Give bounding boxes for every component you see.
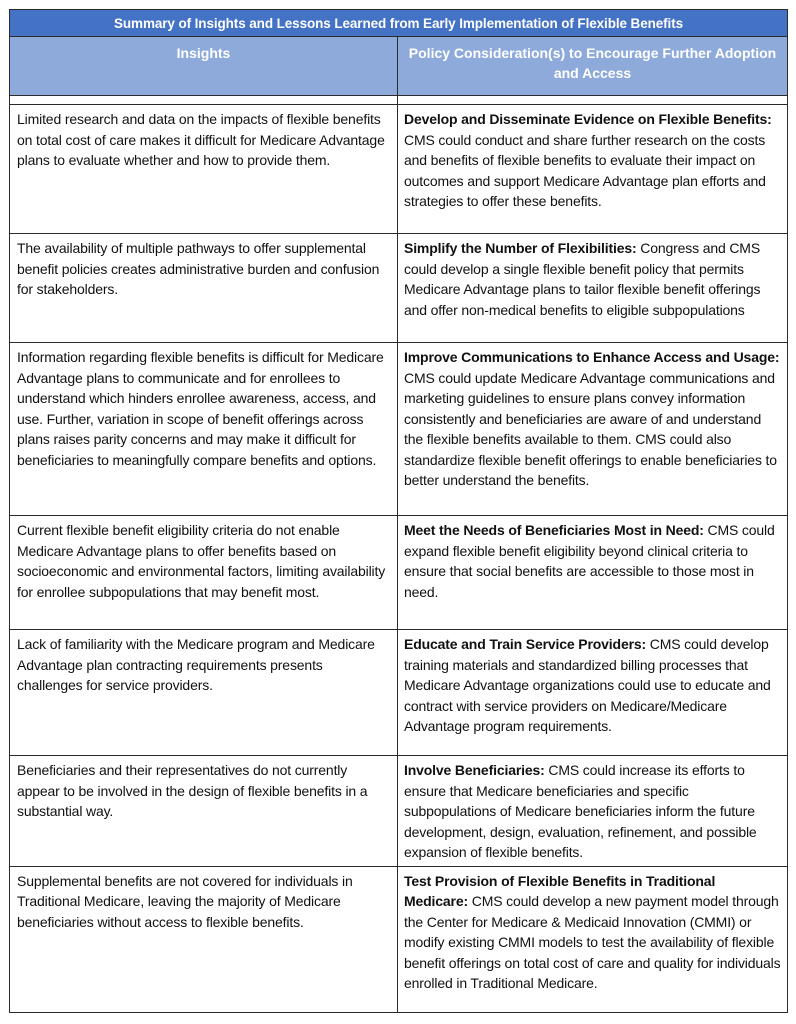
summary-table-container <box>9 9 787 1013</box>
policy-title: Improve Communications to Enhance Access and Usage: <box>404 349 780 365</box>
policy-text: CMS could increase its efforts to ensure that Medicare beneficiaries and specific subpopulations of Medicare beneficiaries inform the future development, design, evaluation, refinement, and possible expansion of flexible benefits. <box>404 762 757 860</box>
policy-title: Involve Beneficiaries: <box>404 762 545 778</box>
policy-cell <box>398 105 788 234</box>
column-header-policy: Policy Consideration(s) to Encourage Further Adoption and Access <box>398 37 788 96</box>
policy-title: Develop and Disseminate Evidence on Flexible Benefits: <box>404 111 772 127</box>
policy-text: Congress and CMS could develop a single flexible benefit policy that permits Medicare Advantage plans to tailor flexible benefit offerings and offer non-medical benefits to eligible subpopulations <box>404 240 761 318</box>
policy-cell <box>398 234 788 343</box>
table-row <box>10 516 788 630</box>
policy-text: CMS could update Medicare Advantage communications and marketing guidelines to ensure plans convey information consistently and beneficiaries are aware of and understand the flexible benefits available to them. CMS could also standardize flexible benefit offerings to enable beneficiaries to better understand the benefits. <box>404 369 777 488</box>
policy-cell <box>398 630 788 756</box>
insight-cell: Lack of familiarity with the Medicare program and Medicare Advantage plan contracting requirements presents challenges for service providers. <box>10 630 398 756</box>
table-row <box>10 343 788 516</box>
policy-cell <box>398 516 788 630</box>
table-row <box>10 105 788 234</box>
insight-cell: Information regarding flexible benefits is difficult for Medicare Advantage plans to communicate and for enrollees to understand which hinders enrollee awareness, access, and use. Further, variation in scope of benefit offerings across plans raises parity concerns and may make it difficult for beneficiaries to meaningfully compare benefits and options. <box>10 343 398 516</box>
summary-table <box>9 9 788 1013</box>
policy-cell <box>398 756 788 867</box>
insight-cell: Beneficiaries and their representatives do not currently appear to be involved in the design of flexible benefits in a substantial way. <box>10 756 398 867</box>
policy-title: Simplify the Number of Flexibilities: <box>404 240 637 256</box>
policy-text: CMS could develop a new payment model through the Center for Medicare & Medicaid Innovation (CMMI) or modify existing CMMI models to test the availability of flexible benefit offerings on total cost of care and quality for individuals enrolled in Traditional Medicare. <box>404 893 781 991</box>
insight-cell: Current flexible benefit eligibility criteria do not enable Medicare Advantage plans to offer benefits based on socioeconomic and environmental factors, limiting availability for enrollee subpopulations that may benefit most. <box>10 516 398 630</box>
table-row <box>10 234 788 343</box>
policy-text: CMS could conduct and share further research on the costs and benefits of flexible benefits to evaluate their impact on outcomes and support Medicare Advantage plan efforts and strategies to offer these benefits. <box>404 131 766 209</box>
spacer-cell <box>398 96 788 105</box>
policy-title: Educate and Train Service Providers: <box>404 636 647 652</box>
policy-text: CMS could develop training materials and standardized billing processes that Medicare Advantage organizations could use to educate and contract with service providers on Medicare/Medicare Advantage program requirements. <box>404 636 771 734</box>
insight-cell: Limited research and data on the impacts of flexible benefits on total cost of care makes it difficult for Medicare Advantage plans to evaluate whether and how to provide them. <box>10 105 398 234</box>
table-row <box>10 756 788 867</box>
insight-cell: The availability of multiple pathways to offer supplemental benefit policies creates administrative burden and confusion for stakeholders. <box>10 234 398 343</box>
policy-title: Test Provision of Flexible Benefits in Traditional Medicare: <box>404 872 716 909</box>
column-header-insights: Insights <box>10 37 398 96</box>
policy-cell <box>398 343 788 516</box>
table-title: Summary of Insights and Lessons Learned from Early Implementation of Flexible Benefits <box>10 10 788 37</box>
spacer-cell <box>10 96 398 105</box>
table-row <box>10 866 788 1012</box>
insight-cell: Supplemental benefits are not covered for individuals in Traditional Medicare, leaving the majority of Medicare beneficiaries without access to flexible benefits. <box>10 866 398 1012</box>
policy-title: Meet the Needs of Beneficiaries Most in Need: <box>404 522 704 538</box>
header-spacer-row <box>10 96 788 105</box>
policy-cell <box>398 866 788 1012</box>
table-row <box>10 630 788 756</box>
policy-text: CMS could expand flexible benefit eligibility beyond clinical criteria to ensure that social benefits are accessible to those most in need. <box>404 522 775 600</box>
